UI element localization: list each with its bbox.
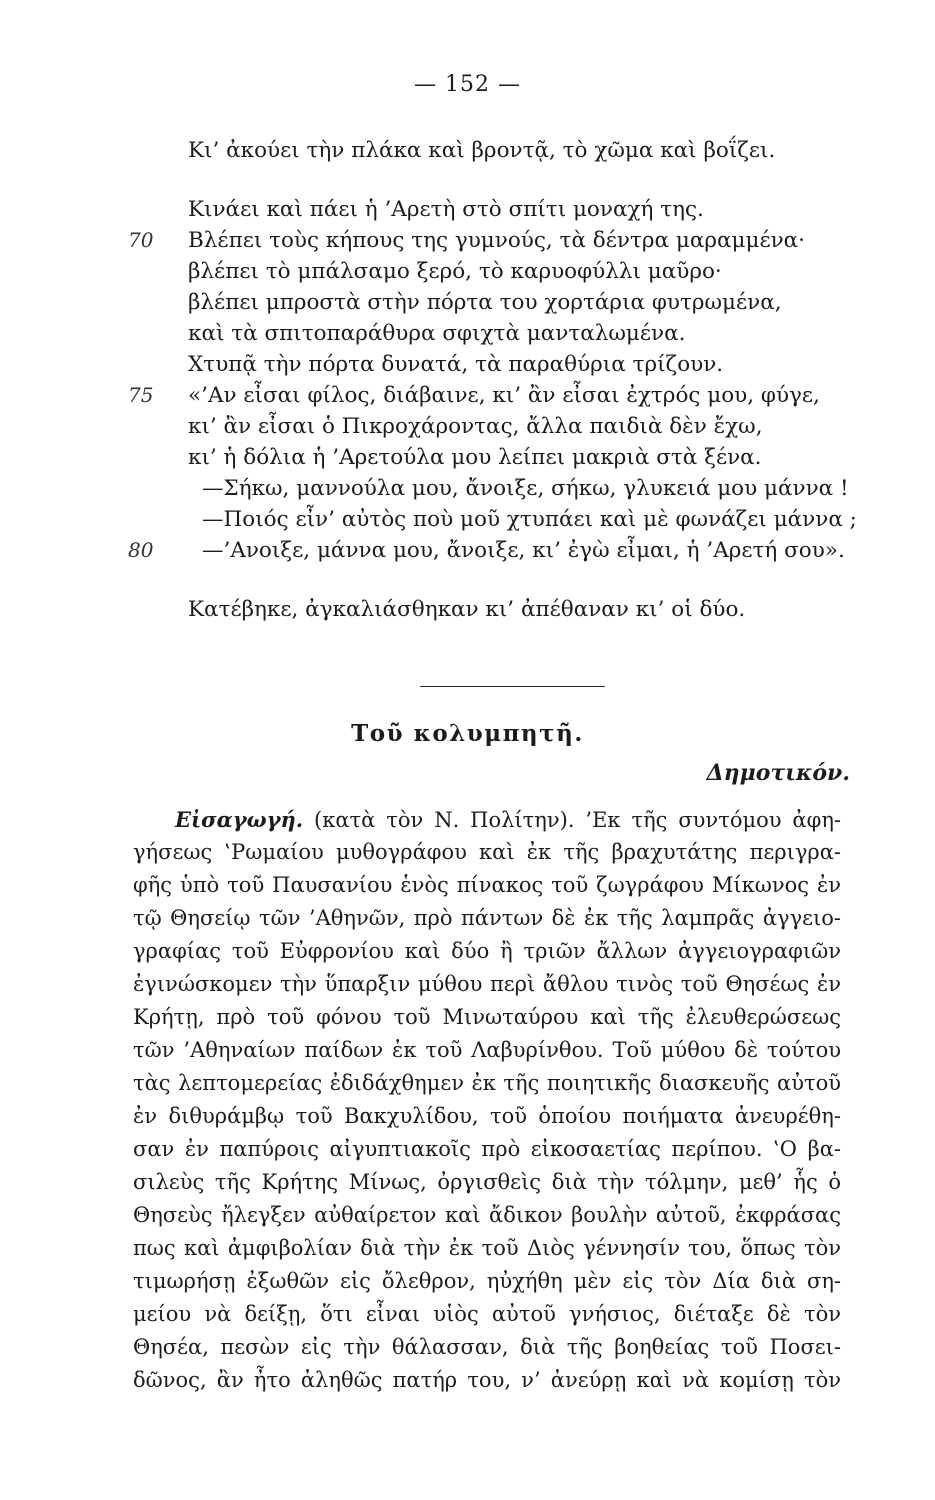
prose-line: μείου νὰ δείξῃ, ὅτι εἶναι υἱὸς αὐτοῦ γνήσιος, διέταξε δὲ τὸν: [133, 1302, 841, 1326]
verse-line: Κι’ ἀκούει τὴν πλάκα καὶ βροντᾷ, τὸ χῶμα καὶ βοΐζει.: [188, 138, 776, 163]
prose-line: Κρήτῃ, πρὸ τοῦ φόνου τοῦ Μινωταύρου καὶ τῆς ἐλευθερώσεως: [133, 1005, 841, 1029]
prose-line: πως καὶ ἀμφιβολίαν διὰ τὴν ἐκ τοῦ Διὸς γέννησίν του, ὅπως τὸν: [133, 1236, 841, 1260]
verse-line: —Σήκω, μαννούλα μου, ἄνοιξε, σήκω, γλυκειά μου μάννα !: [202, 476, 849, 501]
page-number: — 152 —: [414, 72, 521, 97]
line-number: 80: [128, 538, 154, 562]
verse-line: βλέπει τὸ μπάλσαμο ξερό, τὸ καρυοφύλλι μαῦρο·: [188, 259, 722, 284]
prose-line: τὰς λεπτομερείας ἐδιδάχθημεν ἐκ τῆς ποιητικῆς διασκευῆς αὐτοῦ: [133, 1071, 841, 1095]
prose-line: ἐγινώσκομεν τὴν ὕπαρξιν μύθου περὶ ἄθλου τινὸς τοῦ Θησέως ἐν: [133, 972, 841, 996]
verse-line: —Ποιός εἶν’ αὐτὸς ποὺ μοῦ χτυπάει καὶ μὲ φωνάζει μάννα ;: [202, 507, 857, 532]
verse-line: Κινάει καὶ πάει ἡ ’Αρετὴ στὸ σπίτι μοναχή της.: [188, 197, 704, 222]
section-subtitle: Δημοτικόν.: [706, 760, 850, 786]
line-number: 70: [128, 228, 154, 252]
poem-block: [128, 135, 878, 625]
section-divider: [420, 686, 605, 687]
prose-line: δῶνος, ἂν ἦτο ἀληθῶς πατήρ του, ν’ ἀνεύρῃ καὶ νὰ κομίσῃ τὸν: [133, 1368, 841, 1392]
verse-line: 70 Βλέπει τοὺς κήπους της γυμνούς, τὰ δέντρα μαραμμένα·: [188, 225, 878, 256]
prose-line: τιμωρήσῃ ἐξωθῶν εἰς ὄλεθρον, ηὐχήθη μὲν εἰς τὸν Δία διὰ ση-: [133, 1269, 841, 1293]
prose-line: τῶν ’Αθηναίων παίδων ἐκ τοῦ Λαβυρίνθου. Τοῦ μύθου δὲ τούτου: [133, 1038, 841, 1062]
verse-line: 80 —’Ανοιξε, μάννα μου, ἄνοιξε, κι’ ἐγὼ εἶμαι, ἡ ’Αρετή σου».: [188, 535, 878, 566]
introduction-label: Εἰσαγωγή.: [175, 807, 304, 832]
prose-line: γραφίας τοῦ Εὐφρονίου καὶ δύο ἢ τριῶν ἄλλων ἀγγειογραφιῶν: [133, 939, 841, 963]
verse-line: 75 «’Αν εἶσαι φίλος, διάβαινε, κι’ ἂν εἶσαι ἐχτρός μου, φύγε,: [188, 380, 878, 411]
section-title: Τοῦ κολυμπητῆ.: [351, 720, 584, 747]
prose-line: Θησεὺς ἤλεγξεν αὐθαίρετον καὶ ἄδικον βουλὴν αὐτοῦ, ἐκφράσας: [133, 1203, 841, 1227]
prose-line: ἐν διθυράμβῳ τοῦ Βακχυλίδου, τοῦ ὁποίου ποιήματα ἀνευρέθη-: [133, 1104, 841, 1128]
prose-line: φῆς ὑπὸ τοῦ Παυσανίου ἑνὸς πίνακος τοῦ ζωγράφου Μίκωνος ἐν: [133, 873, 841, 897]
verse-line: Κατέβηκε, ἀγκαλιάσθηκαν κι’ ἀπέθαναν κι’ οἱ δύο.: [188, 597, 746, 622]
verse-line: βλέπει μπροστὰ στὴν πόρτα του χορτάρια φυτρωμένα,: [188, 290, 782, 315]
introduction-paragraph: [133, 803, 841, 1397]
prose-line: Εἰσαγωγή. (κατὰ τὸν Ν. Πολίτην). ’Εκ τῆς συντόμου ἀφη-: [175, 807, 841, 832]
prose-line: σιλεὺς τῆς Κρήτης Μίνως, ὀργισθεὶς διὰ τὴν τόλμην, μεθ’ ἧς ὁ: [133, 1170, 841, 1194]
verse-line: κι’ ἂν εἶσαι ὁ Πικροχάροντας, ἄλλα παιδιὰ δὲν ἔχω,: [188, 414, 763, 439]
prose-line: γήσεως ‛Ρωμαίου μυθογράφου καὶ ἐκ τῆς βραχυτάτης περιγρα-: [133, 840, 841, 864]
prose-line: σαν ἐν παπύροις αἰγυπτιακοῖς πρὸ εἰκοσαετίας περίπου. ‛Ο βα-: [133, 1137, 841, 1161]
verse-line: Χτυπᾷ τὴν πόρτα δυνατά, τὰ παραθύρια τρίζουν.: [188, 352, 724, 377]
verse-line: κι’ ἡ δόλια ἡ ’Αρετούλα μου λείπει μακριὰ στὰ ξένα.: [188, 445, 762, 470]
prose-line: Θησέα, πεσὼν εἰς τὴν θάλασσαν, διὰ τῆς βοηθείας τοῦ Ποσει-: [133, 1335, 841, 1359]
verse-line: καὶ τὰ σπιτοπαράθυρα σφιχτὰ μανταλωμένα.: [188, 321, 686, 346]
prose-line: τῷ Θησείῳ τῶν ’Αθηνῶν, πρὸ πάντων δὲ ἐκ τῆς λαμπρᾶς ἀγγειο-: [133, 906, 841, 930]
line-number: 75: [128, 383, 154, 407]
